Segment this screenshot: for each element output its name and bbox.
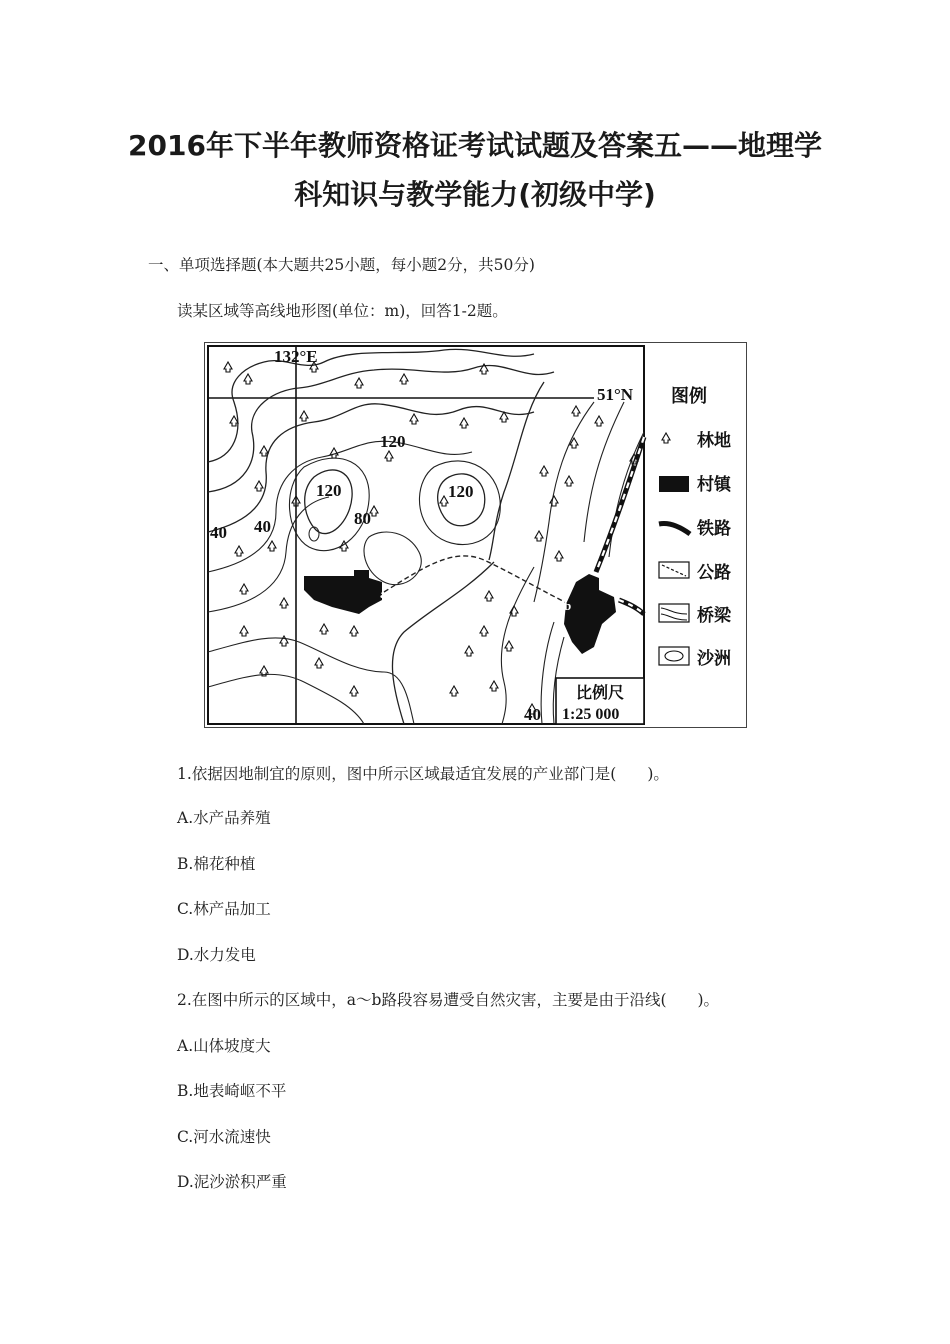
map-intro: 读某区域等高线地形图(单位：m)，回答1-2题。 [177,302,508,320]
latitude-label: 51°N [597,385,634,404]
question-1-option-a: A.水产品养殖 [177,809,271,827]
contour-label-120-north: 120 [380,432,406,451]
question-2-stem: 2.在图中所示的区域中，a～b路段容易遭受自然灾害，主要是由于沿线( )。 [177,991,720,1009]
contour-map-figure [204,342,747,728]
point-b-label: b [564,598,572,613]
scale-value: 1:25 000 [562,706,620,723]
legend-road: 公路 [697,563,731,582]
question-2-option-b: B.地表崎岖不平 [177,1082,287,1100]
longitude-label: 132°E [274,347,318,366]
legend-bridge: 桥梁 [697,606,731,625]
legend-forest: 林地 [697,431,731,450]
scale-title: 比例尺 [576,685,625,702]
contour-label-120-west: 120 [316,481,342,500]
contour-label-40-south: 40 [524,705,541,724]
contour-label-40-west: 40 [210,523,227,542]
question-2-option-c: C.河水流速快 [177,1128,271,1146]
legend-railway: 铁路 [697,519,731,538]
question-1-option-d: D.水力发电 [177,946,256,964]
question-1-stem: 1.依据因地制宜的原则，图中所示区域最适宜发展的产业部门是( )。 [177,765,669,783]
contour-label-80: 80 [354,509,371,528]
question-2-option-d: D.泥沙淤积严重 [177,1173,287,1191]
contour-label-40-center: 40 [254,517,271,536]
scale-box [556,678,644,724]
point-a-label: a [380,587,386,601]
section-heading: 一、单项选择题(本大题共25小题，每小题2分，共50分) [148,256,535,274]
document-title-line-2: 科知识与教学能力(初级中学) [294,178,656,211]
question-1-option-c: C.林产品加工 [177,900,271,918]
contour-label-120-east: 120 [448,482,474,501]
legend-town: 村镇 [697,475,731,494]
question-1-option-b: B.棉花种植 [177,855,256,873]
legend-town-swatch [659,476,689,492]
document-title-line-1: 2016年下半年教师资格证考试试题及答案五——地理学 [128,129,822,162]
question-2-option-a: A.山体坡度大 [177,1037,271,1055]
legend-title: 图例 [671,386,707,406]
legend-sandbar: 沙洲 [697,649,731,668]
